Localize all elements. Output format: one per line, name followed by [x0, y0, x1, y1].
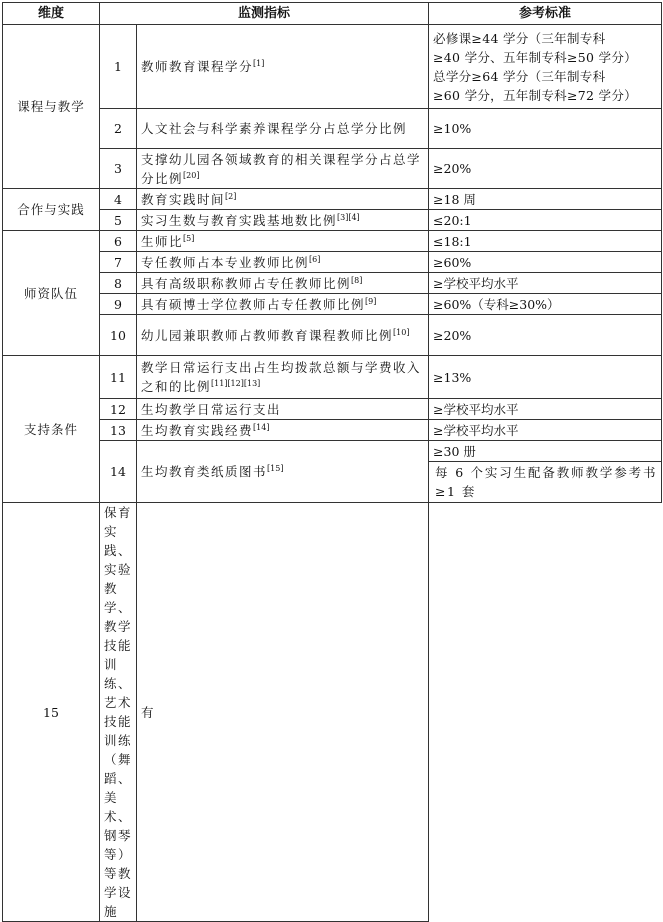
indicator-cell: 专任教师占本专业教师比例[6] [137, 252, 429, 273]
row-number: 4 [100, 189, 137, 210]
standard-cell: ≥20% [429, 149, 662, 189]
table-row [3, 441, 662, 462]
indicator-cell: 幼儿园兼职教师占教师教育课程教师比例[10] [137, 315, 429, 356]
dimension-cell: 课程与教学 [3, 25, 100, 189]
citation: [9] [365, 296, 377, 306]
citation: [11][12][13] [211, 378, 261, 388]
dimension-cell: 师资队伍 [3, 231, 100, 356]
standard-cell: ≥18 周 [429, 189, 662, 210]
indicator-cell: 教师教育课程学分[1] [137, 25, 429, 109]
indicator-cell: 实习生数与教育实践基地数比例[3][4] [137, 210, 429, 231]
dimension-cell: 支持条件 [3, 356, 100, 503]
citation: [2] [225, 191, 237, 201]
table-row [3, 189, 662, 210]
table-row [3, 149, 662, 189]
table-row [3, 273, 662, 294]
citation: [20] [183, 170, 200, 180]
row-number: 8 [100, 273, 137, 294]
indicator-cell: 保育实践、实验教学、教学技能训练、艺术技能训练（舞蹈、美术、钢琴等）等教学设施 [100, 503, 137, 922]
header-indicator: 监测指标 [100, 3, 429, 25]
indicator-cell: 生均教育实践经费[14] [137, 420, 429, 441]
citation: [10] [393, 327, 410, 337]
table-row [3, 399, 662, 420]
row-number: 13 [100, 420, 137, 441]
row-number: 3 [100, 149, 137, 189]
header-standard: 参考标准 [429, 3, 662, 25]
row-number: 7 [100, 252, 137, 273]
standard-cell: 必修课≥44 学分（三年制专科 ≥40 学分、五年制专科≥50 学分） 总学分≥64 学分（三年制专科 ≥60 学分，五年制专科≥72 学分） [429, 25, 662, 109]
row-number: 11 [100, 356, 137, 399]
indicator-cell: 具有硕博士学位教师占专任教师比例[9] [137, 294, 429, 315]
table-row [3, 210, 662, 231]
table-row [3, 356, 662, 399]
monitoring-indicators-table [2, 2, 662, 922]
row-number: 10 [100, 315, 137, 356]
standard-cell: ≥学校平均水平 [429, 399, 662, 420]
header-row [3, 3, 662, 25]
indicator-cell: 生师比[5] [137, 231, 429, 252]
table-row [3, 294, 662, 315]
standard-cell: ≥60% [429, 252, 662, 273]
header-dimension: 维度 [3, 3, 100, 25]
standard-cell: 每 6 个实习生配备教师教学参考书≥1 套 [429, 462, 662, 503]
indicator-cell: 支撑幼儿园各领域教育的相关课程学分占总学分比例[20] [137, 149, 429, 189]
standard-cell: ≥10% [429, 109, 662, 149]
row-number: 2 [100, 109, 137, 149]
table-row [3, 109, 662, 149]
dimension-cell: 合作与实践 [3, 189, 100, 231]
citation: [6] [309, 254, 321, 264]
standard-cell: 有 [137, 503, 429, 922]
indicator-cell: 生均教育类纸质图书[15] [137, 441, 429, 503]
standard-cell: ≥学校平均水平 [429, 273, 662, 294]
table-row [3, 231, 662, 252]
citation: [1] [253, 58, 265, 68]
row-number: 12 [100, 399, 137, 420]
citation: [3][4] [337, 212, 360, 222]
row-number: 6 [100, 231, 137, 252]
citation: [8] [351, 275, 363, 285]
indicator-cell: 具有高级职称教师占专任教师比例[8] [137, 273, 429, 294]
table-row [3, 252, 662, 273]
table-row [3, 503, 662, 922]
table-row [3, 420, 662, 441]
standard-cell: ≥学校平均水平 [429, 420, 662, 441]
table-row [3, 315, 662, 356]
citation: [15] [267, 463, 284, 473]
table-row [3, 25, 662, 109]
standard-cell: ≥30 册 [429, 441, 662, 462]
row-number: 9 [100, 294, 137, 315]
row-number: 14 [100, 441, 137, 503]
indicator-cell: 人文社会与科学素养课程学分占总学分比例 [137, 109, 429, 149]
citation: [14] [253, 422, 270, 432]
row-number: 15 [3, 503, 100, 922]
row-number: 1 [100, 25, 137, 109]
indicator-cell: 教育实践时间[2] [137, 189, 429, 210]
indicator-cell: 教学日常运行支出占生均拨款总额与学费收入之和的比例[11][12][13] [137, 356, 429, 399]
standard-cell: ≥60%（专科≥30%） [429, 294, 662, 315]
standard-cell: ≤18:1 [429, 231, 662, 252]
row-number: 5 [100, 210, 137, 231]
standard-cell: ≤20:1 [429, 210, 662, 231]
standard-cell: ≥13% [429, 356, 662, 399]
citation: [5] [183, 233, 195, 243]
standard-cell: ≥20% [429, 315, 662, 356]
indicator-cell: 生均教学日常运行支出 [137, 399, 429, 420]
